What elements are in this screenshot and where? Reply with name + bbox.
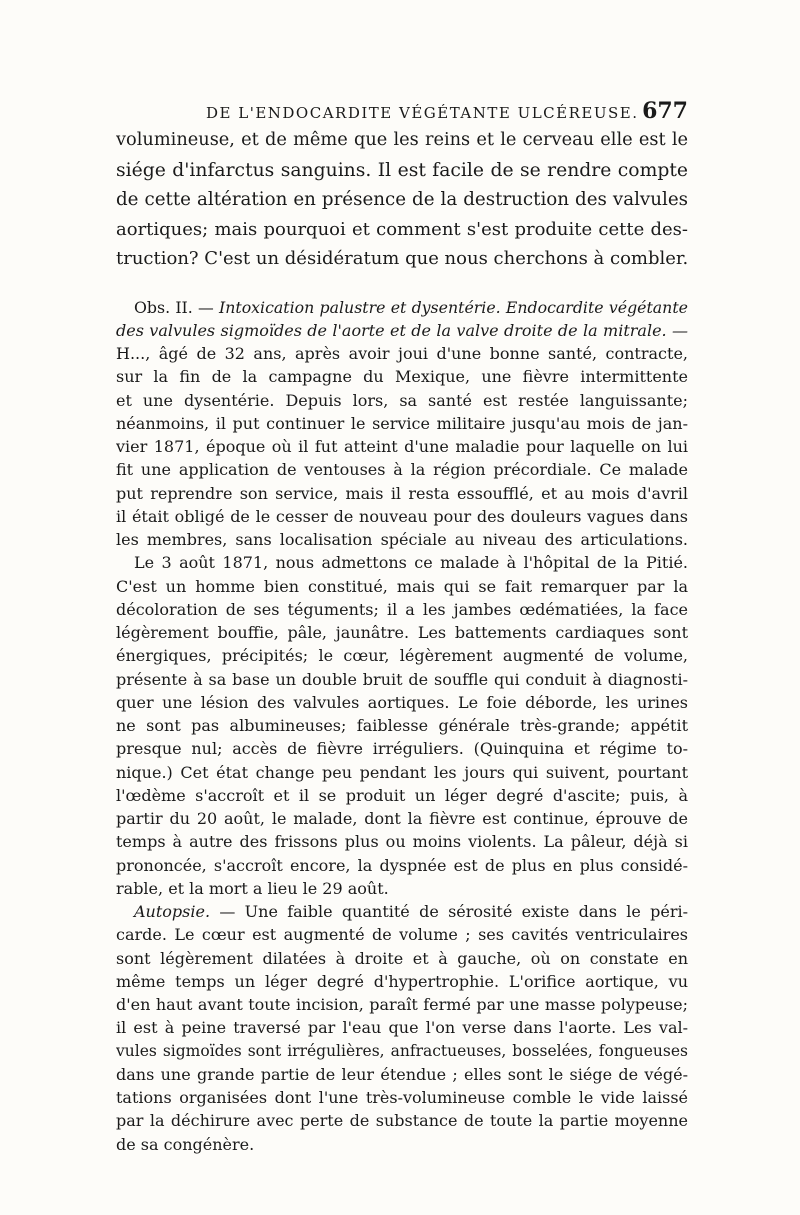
- text-line: vier 1871, époque où il fut atteint d'une maladie pour laquelle on lui: [116, 437, 688, 456]
- text-line: temps à autre des frissons plus ou moins violents. La pâleur, déjà si: [116, 832, 688, 852]
- text-line: aortiques; mais pourquoi et comment s'est produite cette des-: [116, 218, 688, 240]
- text-line: truction? C'est un désidératum que nous cherchons à combler.: [116, 248, 688, 269]
- text-line: ne sont pas albumineuses; faiblesse générale très-grande; appétit: [116, 716, 688, 735]
- body-text: [116, 126, 688, 1156]
- text-line: sont légèrement dilatées à droite et à gauche, où on constate en: [116, 948, 688, 968]
- observation-title-line: des valvules sigmoïdes de l'aorte et de la valve droite de la mitrale. —: [116, 320, 688, 340]
- text-line: prononcée, s'accroît encore, la dyspnée est de plus en plus considé-: [116, 855, 688, 875]
- running-head: DE L'ENDOCARDITE VÉGÉTANTE ULCÉREUSE.: [206, 104, 639, 122]
- observation-title-line: [116, 296, 688, 319]
- text-line: Le 3 août 1871, nous admettons ce malade à l'hôpital de la Pitié.: [134, 553, 688, 573]
- text-line: put reprendre son service, mais il resta essoufflé, et au mois d'avril: [116, 483, 688, 503]
- text-line: presque nul; accès de fièvre irréguliers. (Quinquina et régime to-: [116, 739, 688, 759]
- text-line: présente à sa base un double bruit de souffle qui conduit à diagnosti-: [116, 669, 688, 689]
- text-line: C'est un homme bien constitué, mais qui se fait remarquer par la: [116, 576, 688, 596]
- text-line: sur la fin de la campagne du Mexique, une fièvre intermittente: [116, 367, 688, 387]
- observation-block: [116, 296, 688, 1156]
- text-line: de cette altération en présence de la destruction des valvules: [116, 189, 688, 210]
- text-line: il est à peine traversé par l'eau que l'on verse dans l'aorte. Les val-: [116, 1018, 688, 1038]
- text-line: néanmoins, il put continuer le service militaire jusqu'au mois de jan-: [116, 413, 688, 433]
- text-line: siége d'infarctus sanguins. Il est facile de se rendre compte: [116, 159, 688, 181]
- text-line: de sa congénère.: [116, 1134, 255, 1154]
- text-line: et une dysentérie. Depuis lors, sa santé est restée languissante;: [116, 390, 688, 410]
- text-line: dans une grande partie de leur étendue ; elles sont le siége de végé-: [116, 1064, 688, 1084]
- text-line: carde. Le cœur est augmenté de volume ; ses cavités ventriculaires: [116, 925, 688, 945]
- autopsy-text: — Une faible quantité de sérosité existe dans le péri-: [210, 902, 688, 921]
- text-line: énergiques, précipités; le cœur, légèrement augmenté de volume,: [116, 646, 688, 666]
- observation-title: Intoxication palustre et dysentérie. Endocardite végétante: [219, 297, 688, 317]
- page-header: [116, 98, 688, 128]
- text-line: volumineuse, et de même que les reins et le cerveau elle est le: [116, 130, 688, 150]
- text-line: rable, et la mort a lieu le 29 août.: [116, 878, 389, 898]
- text-line: l'œdème s'accroît et il se produit un léger degré d'ascite; puis, à: [116, 785, 688, 805]
- observation-label: Obs. II. —: [134, 297, 219, 317]
- text-line: légèrement bouffie, pâle, jaunâtre. Les battements cardiaques sont: [116, 623, 688, 642]
- text-line: d'en haut avant toute incision, paraît fermé par une masse polypeuse;: [116, 995, 688, 1014]
- text-line: même temps un léger degré d'hypertrophie. L'orifice aortique, vu: [116, 971, 688, 991]
- text-line: tations organisées dont l'une très-volumineuse comble le vide laissé: [116, 1088, 688, 1107]
- text-line: les membres, sans localisation spéciale au niveau des articulations.: [116, 530, 688, 549]
- text-line: par la déchirure avec perte de substance de toute la partie moyenne: [116, 1111, 688, 1131]
- intro-paragraph: [116, 126, 688, 274]
- text-line: fit une application de ventouses à la région précordiale. Ce malade: [116, 460, 688, 480]
- text-line: vules sigmoïdes sont irrégulières, anfractueuses, bosselées, fongueuses: [116, 1041, 688, 1060]
- text-line: nique.) Cet état change peu pendant les jours qui suivent, pourtant: [116, 762, 688, 782]
- text-line: il était obligé de le cesser de nouveau pour des douleurs vagues dans: [116, 506, 688, 526]
- text-line: décoloration de ses téguments; il a les jambes œdématiées, la face: [116, 599, 688, 619]
- text-line: quer une lésion des valvules aortiques. Le foie déborde, les urines: [116, 692, 688, 712]
- autopsy-label: Autopsie.: [134, 902, 211, 921]
- autopsy-line: [116, 900, 688, 923]
- text-line: partir du 20 août, le malade, dont la fièvre est continue, éprouve de: [116, 809, 688, 828]
- page-number: 677: [642, 98, 688, 124]
- text-line: H..., âgé de 32 ans, après avoir joui d'une bonne santé, contracte,: [116, 344, 688, 363]
